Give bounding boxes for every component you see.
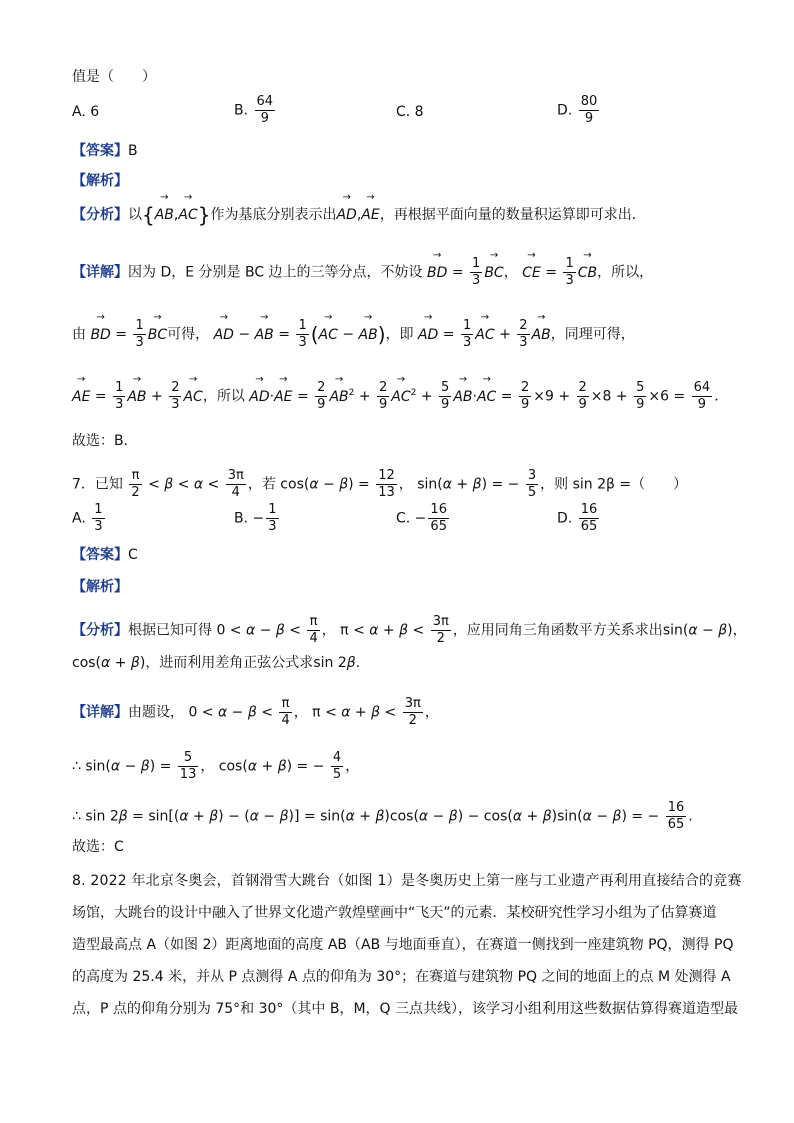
q7-conclusion: 故选：C <box>72 839 124 855</box>
q6-option-d-label: D. <box>557 102 573 119</box>
xj-text-6: ，同理可得， <box>550 326 635 343</box>
fenxi-text-1: 根据已知可得 <box>128 622 212 639</box>
answer-tag: 【答案】 <box>72 547 128 563</box>
q7-xiangjie-line-3: ∴ sin 2β = sin[(α + β) − (α − β)] = sin(α + β)cos(α − β) − cos(α + β)sin(α − β) = − $\frac{16}{65}$ . <box>72 800 693 832</box>
q6-option-b-fraction <box>255 94 276 127</box>
q7-option-d <box>557 502 601 535</box>
numerator: 16 <box>580 502 598 517</box>
fenxi-tag: 【分析】 <box>72 622 128 639</box>
denominator: 3 <box>268 519 277 534</box>
q7-stem-mid: ，若 <box>247 476 276 493</box>
q8-line-4: 的高度为 25.4 米，并从 P 点测得 A 点的仰角为 30°；在赛道与建筑物 PQ 之间的地面上的点 M 处测得 A <box>72 969 731 985</box>
denominator: 9 <box>584 111 594 126</box>
option-label: A. <box>72 510 86 527</box>
q7-xiangjie-line-2: ∴ sin(α − β) = $\frac{5}{13}$ ， cos(α + β) = − $\frac{4}{5}$ ， <box>72 750 360 782</box>
fenxi-text-3: ， <box>732 622 747 639</box>
xiangjie-tag: 【详解】 <box>72 704 128 721</box>
fenxi-text-2: 作为基底分别表示出 <box>210 207 337 223</box>
q7-stem-end: ，则 sin 2β =（ ） <box>540 476 688 493</box>
q7-option-c: C. − $\frac{16}{65}$ <box>396 502 447 534</box>
q7-option-a <box>72 502 107 535</box>
xj-text-7: ，所以 <box>202 388 245 405</box>
q8-line-2: 场馆，大跳台的设计中融入了世界文化遗产敦煌壁画中“飞天”的元素．某校研究性学习小组为了估算赛道 <box>72 905 717 921</box>
numerator: 16 <box>430 502 447 517</box>
q6-analysis-heading <box>72 170 734 192</box>
q6-xiangjie-line-3: → AE = $\frac{1}{3}$ → AB + $\frac{2}{3}$ → AC，所以 → AD·→ AE = $\frac{2}{9}$ → $AB^2$ + $\frac{2}{9}$ → $AC^2$ + $\frac{5}{9}$ → AB·→ AC = $\frac{2}{9}$ ×9 + $\frac{2}{9}$ ×8 + $\frac{5}{9}$ ×6 = $\frac{64}{9}$ ． <box>72 380 734 413</box>
q6-option-b <box>234 94 277 127</box>
answer-value: B <box>128 143 138 159</box>
numerator: 1 <box>94 502 103 517</box>
option-label: C. <box>396 510 411 527</box>
q7-answer <box>72 544 734 566</box>
q7-analysis-heading <box>72 576 734 598</box>
q8-line-5: 点，P 点的仰角分别为 75°和 30°（其中 B，M，Q 三点共线），该学习小组利用这些数据估算得赛道造型最 <box>72 1001 739 1017</box>
q6-xiangjie-line-2: 由 → BD = $\frac{1}{3}$ → BC可得， → AD − → AB = $\frac{1}{3}$ (→ AC − → AB)，即 → AD = $\frac{1}{3}$ → AC + $\frac{2}{3}$ → AB，同理可得， <box>72 318 734 351</box>
q7-stem-prefix: 7．已知 <box>72 476 123 493</box>
fenxi-tag: 【分析】 <box>72 207 128 223</box>
xiangjie-tag: 【详解】 <box>72 264 128 281</box>
numerator: 1 <box>268 502 277 517</box>
xj-text-1: 由题设， <box>128 704 184 721</box>
option-label: D. <box>557 510 573 527</box>
denominator: 9 <box>260 111 269 126</box>
q7-fenxi-line-1: 【分析】根据已知可得 0 < α − β < $\frac{\pi}{4}$ ， π < α + β < $\frac{3\pi}{2}$ ，应用同角三角函数平方关系求出sin(α − β)， <box>72 614 747 646</box>
answer-tag: 【答案】 <box>72 143 128 159</box>
numerator: 64 <box>256 94 274 109</box>
q7-fenxi-line-2: cos(α + β)，进而利用差角正弦公式求sin 2β. <box>72 655 361 671</box>
fenxi-text-4: ，进而利用差角正弦公式求 <box>145 655 314 671</box>
q6-option-b-label: B. <box>234 102 249 119</box>
xj-text-5: ，即 <box>385 326 414 343</box>
fenxi-text-1: 以 <box>128 207 142 223</box>
q7-xiangjie-line-1: 【详解】由题设， 0 < α − β < $\frac{\pi}{4}$ ， π < α + β < $\frac{3\pi}{2}$ ， <box>72 696 439 728</box>
q8-line-3: 造型最高点 A（如图 2）距离地面的高度 AB（AB 与地面垂直），在赛道一侧找到一座建筑物 PQ，测得 PQ <box>72 937 734 953</box>
q6-conclusion: 故选：B． <box>72 433 138 449</box>
analysis-tag: 【解析】 <box>72 173 128 189</box>
q6-option-a: A. 6 <box>72 104 100 120</box>
q7-stem: 7．已知 $\frac{\pi}{2}$ < β < α < $\frac{3\pi}{4}$ ，若 cos(α − β) = $\frac{12}{13}$ ， sin(α + β) = − $\frac{3}{5}$ ，则 sin 2β =（ ） <box>72 468 688 500</box>
q6-option-d-fraction <box>579 94 600 127</box>
q7-stem-mid2: ， <box>398 476 413 493</box>
denominator: 65 <box>580 519 598 534</box>
xj-text-4: 可得， <box>167 326 210 343</box>
numerator: 80 <box>580 94 598 109</box>
denominator: 3 <box>94 519 103 534</box>
q6-stem-tail: 值是（ ） <box>72 69 156 85</box>
q6-option-d <box>557 94 601 127</box>
q6-option-c: C. 8 <box>396 104 424 120</box>
q7-option-b: B. − $\frac{1}{3}$ <box>234 502 277 534</box>
q8-line-1: 8. 2022 年北京冬奥会，首钢滑雪大跳台（如图 1）是冬奥历史上第一座与工业遗产再利用直接结合的竞赛 <box>72 873 742 889</box>
xj-text-1: 因为 D，E 分别是 BC 边上的三等分点，不妨设 <box>128 264 423 281</box>
q6-answer <box>72 140 734 162</box>
answer-value: C <box>128 547 138 563</box>
q6-fenxi: 【分析】以{→ AB,→ AC}作为基底分别表示出→ AD,→ AE，再根据平面向量的数量积运算即可求出． <box>72 204 734 226</box>
fenxi-text-3: ，再根据平面向量的数量积运算即可求出． <box>379 207 646 223</box>
option-label: B. <box>234 510 249 527</box>
xj-text-3: 由 <box>72 326 86 343</box>
analysis-tag: 【解析】 <box>72 579 128 595</box>
q6-xiangjie-line-1: 【详解】因为 D，E 分别是 BC 边上的三等分点，不妨设 → BD = $\frac{1}{3}$ → BC， → CE = $\frac{1}{3}$ → CB，所以， <box>72 256 734 289</box>
xj-text-2: ，所以， <box>597 264 654 281</box>
fenxi-text-2: ，应用同角三角函数平方关系求出 <box>452 622 663 639</box>
denominator: 65 <box>430 519 447 534</box>
